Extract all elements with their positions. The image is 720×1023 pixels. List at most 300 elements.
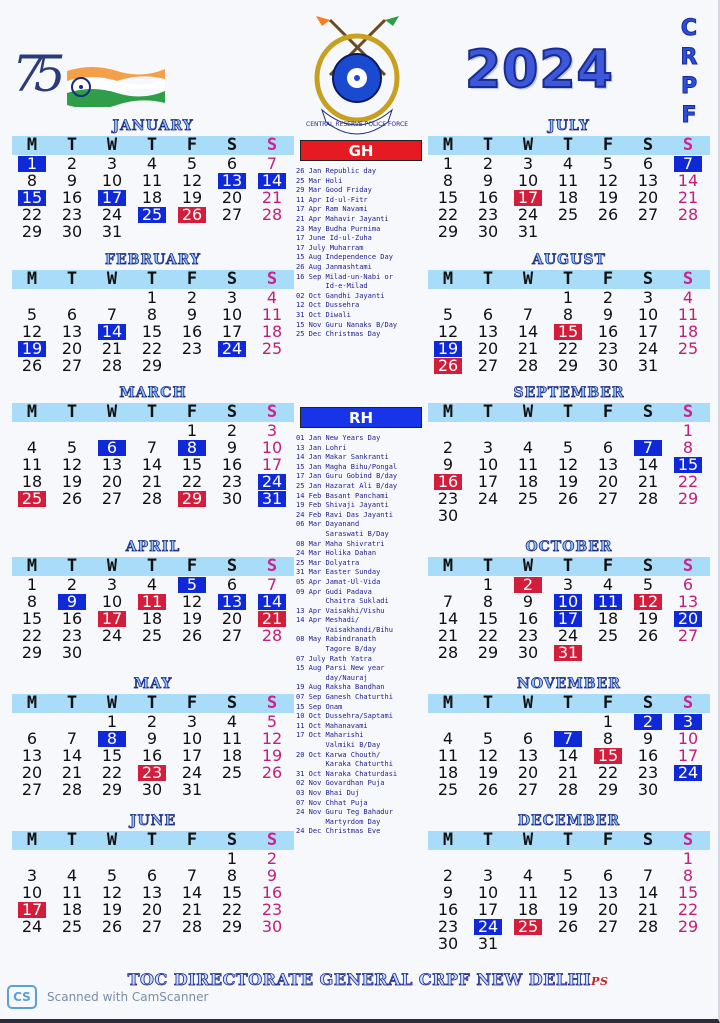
gazetted-holiday-date xyxy=(172,490,212,507)
date-cell xyxy=(548,576,588,593)
date-number: 10 xyxy=(477,883,499,902)
gazetted-holiday-date xyxy=(508,189,548,206)
weekday-header xyxy=(12,270,294,289)
week-row xyxy=(428,507,710,524)
date-number: 13 xyxy=(477,322,499,341)
month-grid xyxy=(12,694,294,798)
date-number: 7 xyxy=(266,575,278,594)
month-name: DECEMBER xyxy=(517,813,621,829)
date-cell xyxy=(468,610,508,627)
date-number: 31 xyxy=(101,222,123,241)
rh-holiday-item: 13 Jan Lohri xyxy=(296,443,347,452)
date-cell xyxy=(12,627,52,644)
date-number: 15 xyxy=(477,609,499,628)
date-number: 14 xyxy=(101,322,123,341)
date-number: 13 xyxy=(221,171,243,190)
date-number: 29 xyxy=(21,643,43,662)
date-cell xyxy=(548,713,588,730)
weekday-header xyxy=(12,403,294,422)
weekday-label: T xyxy=(66,556,78,576)
date-cell xyxy=(588,918,628,935)
date-cell xyxy=(12,323,52,340)
week-row xyxy=(12,155,294,172)
date-cell xyxy=(92,644,132,661)
date-number: 28 xyxy=(677,205,699,224)
week-row xyxy=(428,935,710,952)
date-cell xyxy=(468,867,508,884)
gazetted-holiday-date xyxy=(12,490,52,507)
date-number: 6 xyxy=(682,575,694,594)
date-number: 27 xyxy=(597,917,619,936)
date-number: 1 xyxy=(106,712,118,731)
date-number: 30 xyxy=(437,934,459,953)
date-number: 29 xyxy=(221,917,243,936)
date-cell xyxy=(668,172,708,189)
date-number: 15 xyxy=(181,455,203,474)
date-cell xyxy=(252,189,292,206)
date-number: 4 xyxy=(562,154,574,173)
date-number: 3 xyxy=(682,712,694,731)
date-number: 24 xyxy=(101,205,123,224)
date-cell xyxy=(92,473,132,490)
date-cell xyxy=(172,306,212,323)
date-cell xyxy=(212,189,252,206)
date-cell xyxy=(52,289,92,306)
date-number: 4 xyxy=(266,288,278,307)
date-number: 5 xyxy=(186,154,198,173)
date-number: 18 xyxy=(141,188,163,207)
date-number: 14 xyxy=(677,171,699,190)
rh-holiday-item: Saraswati B/Day xyxy=(296,529,389,538)
weekday-label: T xyxy=(562,135,574,155)
date-number: 6 xyxy=(226,575,238,594)
date-cell xyxy=(92,593,132,610)
date-number: 8 xyxy=(562,305,574,324)
weekday-label: W xyxy=(522,693,534,713)
date-cell xyxy=(172,730,212,747)
date-cell xyxy=(628,473,668,490)
date-cell xyxy=(508,155,548,172)
date-cell xyxy=(92,289,132,306)
date-cell xyxy=(52,172,92,189)
weekday-label: S xyxy=(266,693,278,713)
tricolour-flag-icon xyxy=(67,63,165,107)
week-row xyxy=(12,490,294,507)
week-row xyxy=(428,189,710,206)
date-number: 9 xyxy=(442,883,454,902)
weekday-label: S xyxy=(642,693,654,713)
date-cell xyxy=(52,644,92,661)
date-number: 20 xyxy=(517,763,539,782)
date-number: 23 xyxy=(437,917,459,936)
date-number: 4 xyxy=(442,729,454,748)
date-cell xyxy=(628,172,668,189)
date-number: 8 xyxy=(482,592,494,611)
weekday-label: W xyxy=(522,135,534,155)
date-number: 31 xyxy=(637,356,659,375)
date-number: 28 xyxy=(437,643,459,662)
date-number: 7 xyxy=(522,305,534,324)
date-cell xyxy=(468,576,508,593)
rh-holiday-item: 19 Feb Shivaji Jayanti xyxy=(296,501,389,510)
date-cell xyxy=(92,713,132,730)
date-cell xyxy=(52,422,92,439)
footer-text: TOC DIRECTORATE GENERAL CRPF NEW DELHI xyxy=(127,970,592,989)
date-number: 23 xyxy=(221,472,243,491)
rh-holiday-item: 08 Mar Maha Shivratri xyxy=(296,539,385,548)
gazetted-holiday-date xyxy=(428,357,468,374)
date-cell xyxy=(428,172,468,189)
rh-holiday-item: 05 Apr Jamat-Ul-Vida xyxy=(296,577,381,586)
date-cell xyxy=(252,206,292,223)
date-cell xyxy=(12,884,52,901)
date-number: 11 xyxy=(141,592,163,611)
date-cell xyxy=(132,439,172,456)
date-cell xyxy=(428,627,468,644)
date-number: 28 xyxy=(557,780,579,799)
date-cell xyxy=(628,850,668,867)
date-cell xyxy=(628,610,668,627)
date-number: 13 xyxy=(61,322,83,341)
date-number: 10 xyxy=(637,305,659,324)
date-number: 3 xyxy=(186,712,198,731)
date-number: 13 xyxy=(221,592,243,611)
week-row xyxy=(428,206,710,223)
date-number: 13 xyxy=(101,455,123,474)
date-number: 30 xyxy=(437,506,459,525)
date-cell xyxy=(588,223,628,240)
date-number: 11 xyxy=(517,883,539,902)
date-cell xyxy=(508,439,548,456)
weekday-header xyxy=(428,694,710,713)
date-number: 2 xyxy=(186,288,198,307)
restricted-holiday-date xyxy=(252,172,292,189)
date-number: 6 xyxy=(522,729,534,748)
gh-holiday-item: 25 Dec Christmas Day xyxy=(296,330,381,339)
rh-holiday-item: 24 Dec Christmas Eve xyxy=(296,827,381,836)
date-number: 12 xyxy=(557,883,579,902)
date-number: 21 xyxy=(261,609,283,628)
week-row xyxy=(428,644,710,661)
weekday-label: T xyxy=(562,556,574,576)
week-row xyxy=(428,730,710,747)
date-number: 18 xyxy=(517,472,539,491)
gh-holiday-item: 12 Oct Dussehra xyxy=(296,301,360,310)
week-row xyxy=(12,289,294,306)
weekday-label: F xyxy=(186,135,198,155)
date-cell xyxy=(52,306,92,323)
date-number: 19 xyxy=(557,900,579,919)
date-number: 19 xyxy=(477,763,499,782)
date-cell xyxy=(588,422,628,439)
date-cell xyxy=(92,490,132,507)
month-grid xyxy=(12,136,294,240)
gh-list xyxy=(296,167,426,340)
date-cell xyxy=(12,764,52,781)
date-cell xyxy=(212,323,252,340)
date-number: 3 xyxy=(106,154,118,173)
date-cell xyxy=(548,340,588,357)
date-cell xyxy=(212,713,252,730)
date-cell xyxy=(468,593,508,610)
date-number: 10 xyxy=(677,729,699,748)
date-cell xyxy=(132,306,172,323)
weekday-label: S xyxy=(266,402,278,422)
date-cell xyxy=(628,918,668,935)
rh-holiday-item: 15 Aug Parsi New year xyxy=(296,664,385,673)
weekday-label: W xyxy=(106,135,118,155)
date-number: 18 xyxy=(557,188,579,207)
weekday-label: S xyxy=(682,269,694,289)
rh-holiday-item: 14 Feb Basant Panchami xyxy=(296,491,389,500)
date-number: 19 xyxy=(261,746,283,765)
date-number: 30 xyxy=(261,917,283,936)
date-cell xyxy=(212,627,252,644)
weekday-label: F xyxy=(186,693,198,713)
date-cell xyxy=(588,884,628,901)
date-cell xyxy=(428,507,468,524)
date-cell xyxy=(252,306,292,323)
date-cell xyxy=(212,901,252,918)
rh-holiday-item: 17 Jan Guru Gobind B/day xyxy=(296,472,398,481)
weekday-label: T xyxy=(66,830,78,850)
date-number: 18 xyxy=(141,609,163,628)
date-cell xyxy=(588,490,628,507)
date-cell xyxy=(628,490,668,507)
rh-holiday-item: Tagore B/day xyxy=(296,645,377,654)
date-number: 6 xyxy=(26,729,38,748)
date-cell xyxy=(172,781,212,798)
weekday-label: S xyxy=(642,402,654,422)
date-cell xyxy=(212,306,252,323)
date-number: 1 xyxy=(562,288,574,307)
date-cell xyxy=(548,155,588,172)
date-cell xyxy=(628,155,668,172)
week-row xyxy=(428,323,710,340)
date-cell xyxy=(508,340,548,357)
weekday-label: T xyxy=(562,402,574,422)
date-number: 2 xyxy=(146,712,158,731)
date-cell xyxy=(508,781,548,798)
date-cell xyxy=(428,439,468,456)
date-cell xyxy=(668,576,708,593)
date-cell xyxy=(52,781,92,798)
date-number: 27 xyxy=(221,626,243,645)
date-cell xyxy=(172,850,212,867)
date-cell xyxy=(52,627,92,644)
date-number: 21 xyxy=(517,339,539,358)
date-cell xyxy=(132,781,172,798)
week-row xyxy=(12,576,294,593)
date-number: 7 xyxy=(186,866,198,885)
date-number: 12 xyxy=(437,322,459,341)
date-number: 25 xyxy=(517,917,539,936)
weekday-label: T xyxy=(482,135,494,155)
date-number: 22 xyxy=(437,205,459,224)
date-number: 4 xyxy=(146,575,158,594)
date-cell xyxy=(628,901,668,918)
date-number: 10 xyxy=(477,455,499,474)
date-cell xyxy=(668,918,708,935)
date-number: 21 xyxy=(677,188,699,207)
rh-holiday-item: Karaka Chaturthi xyxy=(296,760,393,769)
weekday-label: W xyxy=(106,402,118,422)
date-cell xyxy=(428,935,468,952)
date-number: 19 xyxy=(21,339,43,358)
rh-holiday-item: 06 Mar Dayanand xyxy=(296,520,360,529)
gazetted-holiday-date xyxy=(508,918,548,935)
rh-holiday-item: 02 Nov Govardhan Puja xyxy=(296,779,385,788)
date-number: 13 xyxy=(677,592,699,611)
weekday-label: T xyxy=(146,693,158,713)
restricted-holiday-date xyxy=(172,576,212,593)
gazetted-holiday-date xyxy=(132,764,172,781)
date-cell xyxy=(548,289,588,306)
date-number: 23 xyxy=(141,763,163,782)
date-number: 22 xyxy=(101,763,123,782)
date-number: 25 xyxy=(557,205,579,224)
date-cell xyxy=(588,713,628,730)
date-number: 14 xyxy=(637,455,659,474)
date-cell xyxy=(428,223,468,240)
date-cell xyxy=(52,610,92,627)
date-number: 26 xyxy=(261,763,283,782)
date-number: 22 xyxy=(557,339,579,358)
date-number: 22 xyxy=(677,900,699,919)
date-number: 19 xyxy=(181,609,203,628)
week-row xyxy=(12,610,294,627)
date-number: 30 xyxy=(61,643,83,662)
date-number: 29 xyxy=(677,917,699,936)
date-cell xyxy=(548,781,588,798)
date-number: 4 xyxy=(26,438,38,457)
weekday-label: T xyxy=(482,269,494,289)
rh-holiday-item: 15 Jan Magha Bihu/Pongal xyxy=(296,462,398,471)
rh-holiday-item: 25 Jan Hazarat Ali B/day xyxy=(296,481,398,490)
week-row xyxy=(428,306,710,323)
date-cell xyxy=(548,456,588,473)
date-number: 14 xyxy=(557,746,579,765)
date-number: 26 xyxy=(181,205,203,224)
weekday-label: T xyxy=(562,693,574,713)
date-number: 11 xyxy=(21,455,43,474)
date-number: 16 xyxy=(141,746,163,765)
date-cell xyxy=(508,422,548,439)
date-cell xyxy=(12,593,52,610)
date-number: 23 xyxy=(597,339,619,358)
date-number: 18 xyxy=(21,472,43,491)
date-cell xyxy=(428,306,468,323)
month-grid xyxy=(428,270,710,374)
restricted-holiday-date xyxy=(132,206,172,223)
date-cell xyxy=(132,189,172,206)
crpf-vertical-text xyxy=(676,14,702,130)
date-cell xyxy=(428,747,468,764)
weekday-label: W xyxy=(106,693,118,713)
date-cell xyxy=(588,155,628,172)
week-row xyxy=(428,764,710,781)
date-number: 20 xyxy=(597,900,619,919)
date-number: 21 xyxy=(141,472,163,491)
crpf-letter: R xyxy=(680,45,698,70)
camscanner-watermark xyxy=(7,985,208,1009)
date-number: 29 xyxy=(597,780,619,799)
rh-holiday-item: Vaisakhandi/Bihu xyxy=(296,625,393,634)
date-number: 12 xyxy=(181,592,203,611)
date-number: 11 xyxy=(597,592,619,611)
restricted-holiday-date xyxy=(252,593,292,610)
date-cell xyxy=(172,610,212,627)
weekday-label: W xyxy=(106,269,118,289)
week-row xyxy=(428,918,710,935)
date-cell xyxy=(132,473,172,490)
date-number: 8 xyxy=(186,438,198,457)
date-number: 2 xyxy=(642,712,654,731)
date-cell xyxy=(468,935,508,952)
date-number: 11 xyxy=(261,305,283,324)
date-cell xyxy=(172,901,212,918)
date-cell xyxy=(52,473,92,490)
date-cell xyxy=(132,747,172,764)
date-number: 20 xyxy=(597,472,619,491)
date-cell xyxy=(628,323,668,340)
date-cell xyxy=(132,730,172,747)
date-number: 1 xyxy=(602,712,614,731)
date-cell xyxy=(588,935,628,952)
date-number: 13 xyxy=(597,455,619,474)
date-number: 11 xyxy=(677,305,699,324)
date-cell xyxy=(12,473,52,490)
date-cell xyxy=(628,189,668,206)
weekday-header xyxy=(12,136,294,155)
date-number: 2 xyxy=(266,849,278,868)
week-row xyxy=(428,850,710,867)
date-number: 12 xyxy=(21,322,43,341)
date-cell xyxy=(428,644,468,661)
date-number: 5 xyxy=(266,712,278,731)
date-number: 3 xyxy=(106,575,118,594)
rh-holiday-item: 07 July Rath Yatra xyxy=(296,654,372,663)
date-cell xyxy=(172,867,212,884)
date-number: 3 xyxy=(482,438,494,457)
date-cell xyxy=(212,884,252,901)
date-cell xyxy=(428,206,468,223)
restricted-holiday-date xyxy=(12,189,52,206)
weekday-label: S xyxy=(226,830,238,850)
date-cell xyxy=(212,781,252,798)
date-cell xyxy=(52,901,92,918)
date-cell xyxy=(212,155,252,172)
week-row xyxy=(428,456,710,473)
week-row xyxy=(428,473,710,490)
date-cell xyxy=(508,507,548,524)
date-cell xyxy=(588,507,628,524)
restricted-holiday-date xyxy=(92,439,132,456)
date-cell xyxy=(172,747,212,764)
date-number: 28 xyxy=(517,356,539,375)
date-number: 17 xyxy=(101,609,123,628)
date-cell xyxy=(212,850,252,867)
date-cell xyxy=(468,473,508,490)
date-number: 15 xyxy=(597,746,619,765)
date-number: 5 xyxy=(642,575,654,594)
rh-holiday-item: 31 Mar Easter Sunday xyxy=(296,568,381,577)
month-grid xyxy=(428,403,710,524)
date-cell xyxy=(428,576,468,593)
week-row xyxy=(428,223,710,240)
date-cell xyxy=(252,289,292,306)
date-cell xyxy=(212,747,252,764)
